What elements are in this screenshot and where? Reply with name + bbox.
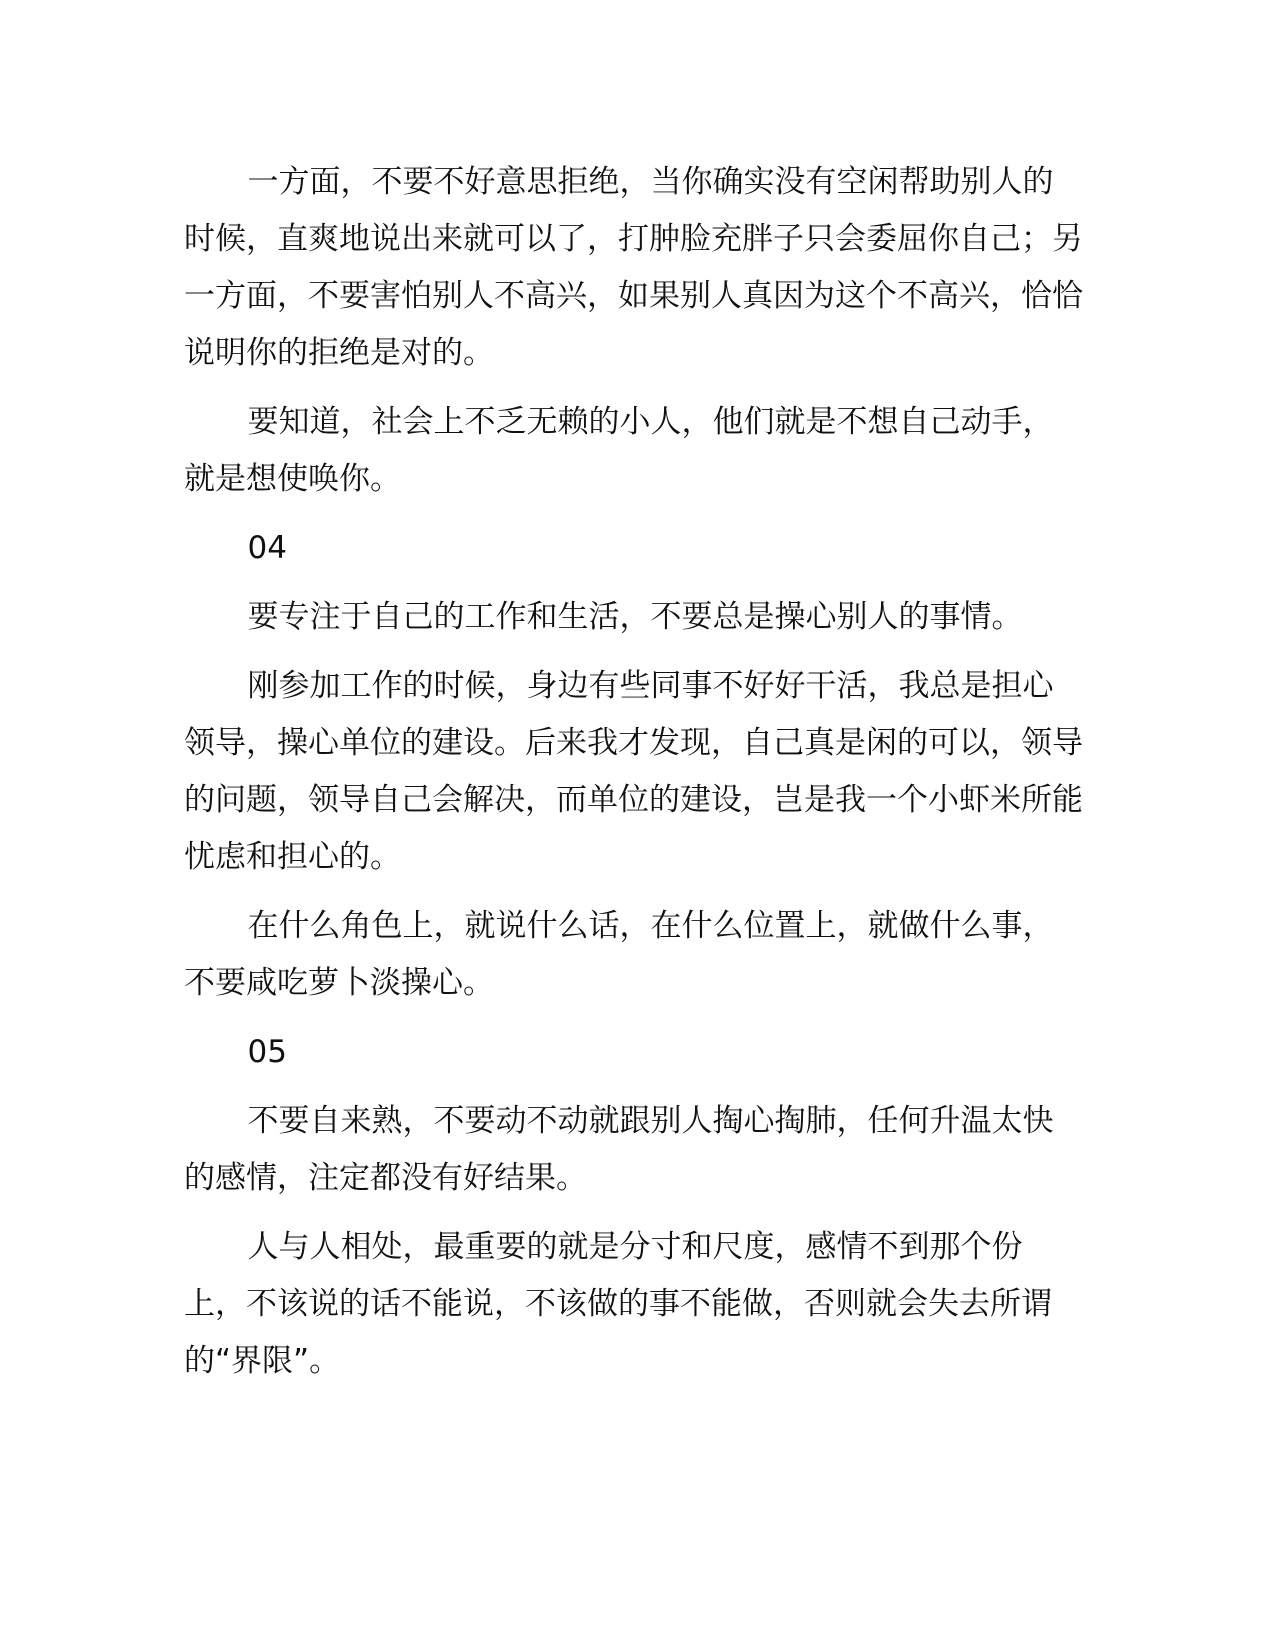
paragraph: 人与人相处，最重要的就是分寸和尺度，感情不到那个份上，不该说的话不能说，不该做的事不能做，否则就会失去所谓的“界限”。 bbox=[184, 1229, 1052, 1379]
paragraph: 刚参加工作的时候，身边有些同事不好好干活，我总是担心领导，操心单位的建设。后来我才发现，自己真是闲的可以，领导的问题，领导自己会解决，而单位的建设，岂是我一个小虾米所能忧虑和担心的。 bbox=[184, 668, 1083, 875]
section-number: 04 bbox=[247, 530, 287, 566]
paragraph: 在什么角色上，就说什么话，在什么位置上，就做什么事，不要咸吃萝卜淡操心。 bbox=[184, 908, 1054, 1001]
paragraph: 一方面，不要不好意思拒绝，当你确实没有空闲帮助别人的时候，直爽地说出来就可以了，打肿脸充胖子只会委屈你自己；另一方面，不要害怕别人不高兴，如果别人真因为这个不高兴，恰恰说明你的拒绝是对的。 bbox=[184, 164, 1083, 371]
document-body bbox=[184, 154, 1084, 1402]
paragraph: 不要自来熟，不要动不动就跟别人掏心掏肺，任何升温太快的感情，注定都没有好结果。 bbox=[184, 1103, 1054, 1196]
paragraph: 要专注于自己的工作和生活，不要总是操心别人的事情。 bbox=[247, 599, 1023, 635]
section-number: 05 bbox=[247, 1034, 287, 1070]
paragraph: 要知道，社会上不乏无赖的小人，他们就是不想自己动手，就是想使唤你。 bbox=[184, 404, 1054, 497]
